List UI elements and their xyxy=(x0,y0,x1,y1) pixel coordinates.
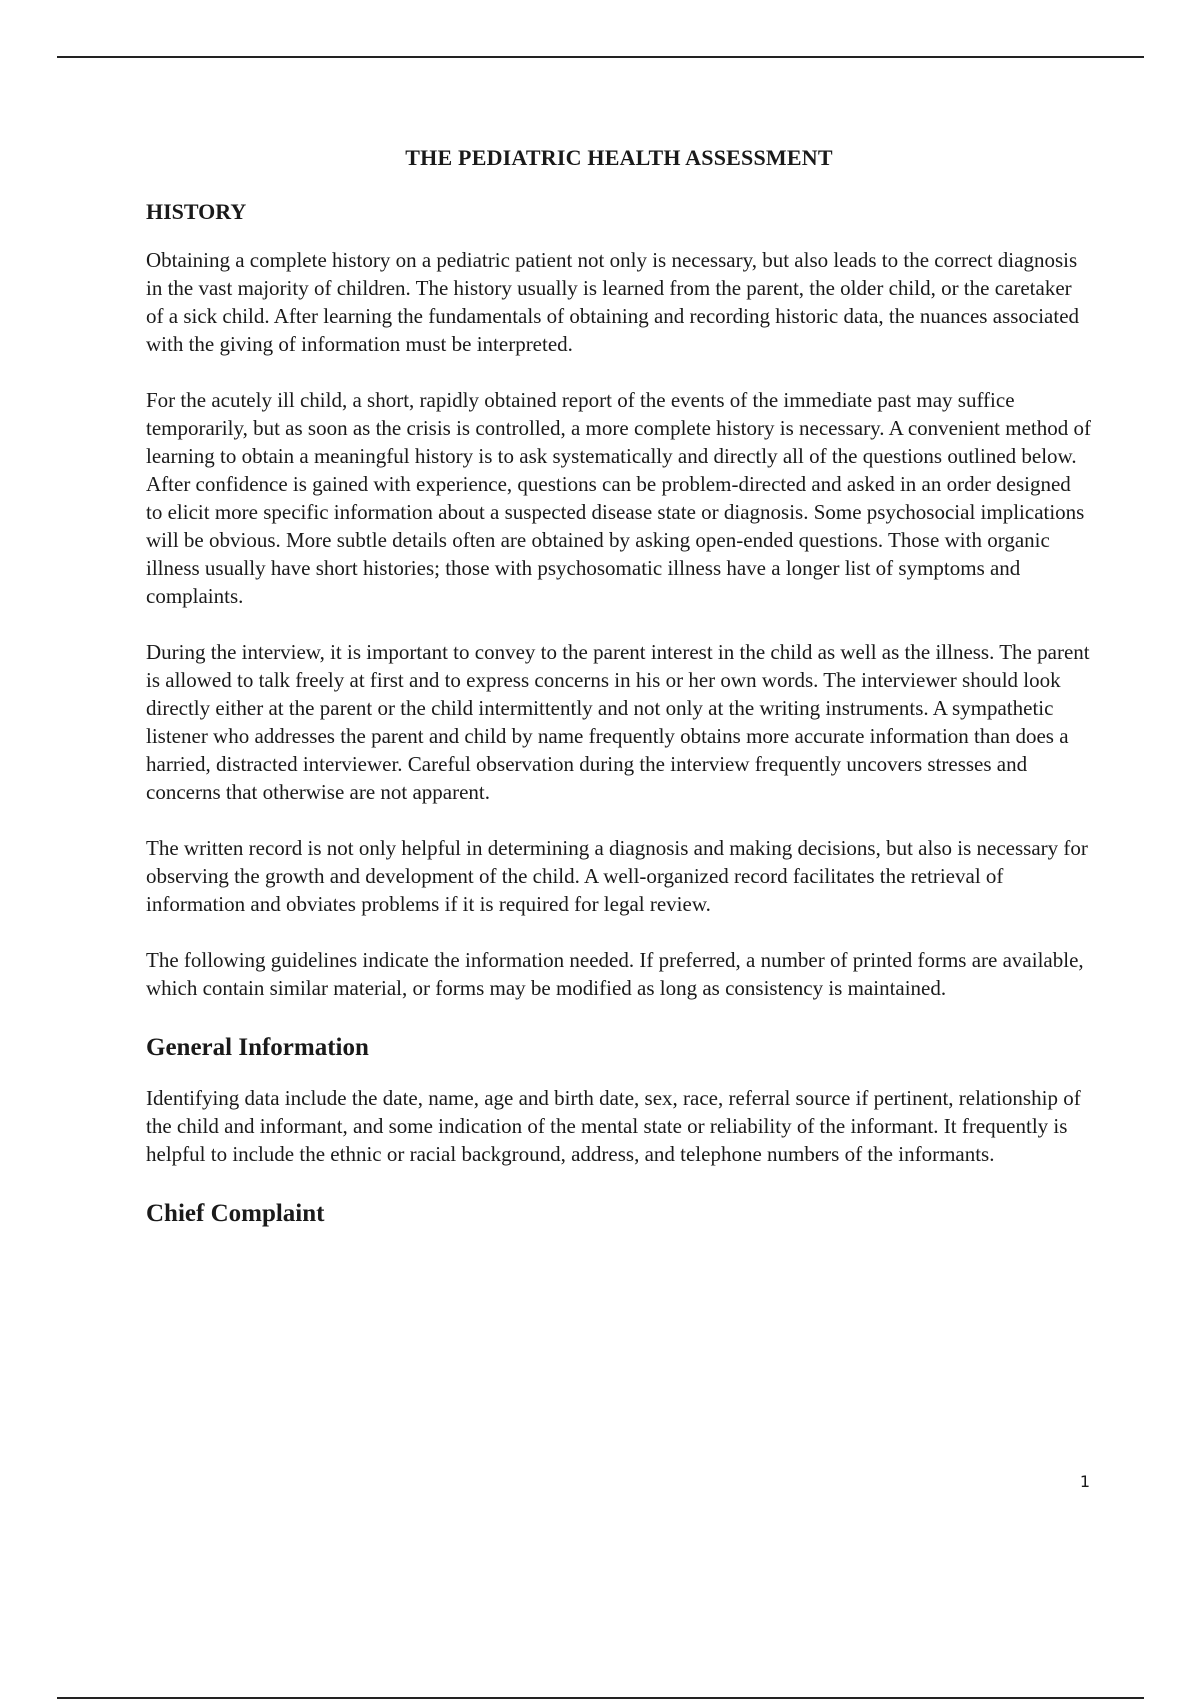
top-rule xyxy=(57,56,1144,58)
history-paragraph-4: The written record is not only helpful in determining a diagnosis and making decisions, but also is necessary for observing the growth and development of the child. A well-organized record facilitates the retrieval of information and obviates problems if it is required for legal review. xyxy=(146,836,1088,916)
history-paragraph-3: During the interview, it is important to convey to the parent interest in the child as well as the illness. The parent is allowed to talk freely at first and to express concerns in his or her own words. The interviewer should look directly either at the parent or the child intermittently and not only at the writing instruments. A sympathetic listener who addresses the parent and child by name frequently obtains more accurate information than does a harried, distracted interviewer. Careful observation during the interview frequently uncovers stresses and concerns that otherwise are not apparent. xyxy=(146,640,1090,804)
document-title: THE PEDIATRIC HEALTH ASSESSMENT xyxy=(405,145,833,170)
document-page xyxy=(146,140,1092,1250)
bottom-rule xyxy=(57,1697,1144,1699)
page-number: 1 xyxy=(1079,1472,1090,1491)
history-paragraph-1: Obtaining a complete history on a pediatric patient not only is necessary, but also leads to the correct diagnosis in the vast majority of children. The history usually is learned from the parent, the older child, or the caretaker of a sick child. After learning the fundamentals of obtaining and recording historic data, the nuances associated with the giving of information must be interpreted. xyxy=(146,248,1080,356)
history-heading: HISTORY xyxy=(146,199,247,224)
general-information-heading: General Information xyxy=(146,1034,369,1061)
chief-complaint-heading: Chief Complaint xyxy=(146,1200,325,1227)
general-information-paragraph: Identifying data include the date, name, age and birth date, sex, race, referral source if pertinent, relationship of the child and informant, and some indication of the mental state or reliability of the informant. It frequently is helpful to include the ethnic or racial background, address, and telephone numbers of the informants. xyxy=(146,1086,1081,1166)
history-paragraph-2: For the acutely ill child, a short, rapidly obtained report of the events of the immediate past may suffice temporarily, but as soon as the crisis is controlled, a more complete history is necessary. A convenient method of learning to obtain a meaningful history is to ask systematically and directly all of the questions outlined below. After confidence is gained with experience, questions can be problem-directed and asked in an order designed to elicit more specific information about a suspected disease state or diagnosis. Some psychosocial implications will be obvious. More subtle details often are obtained by asking open-ended questions. Those with organic illness usually have short histories; those with psychosomatic illness have a longer list of symptoms and complaints. xyxy=(146,388,1091,608)
history-paragraph-5: The following guidelines indicate the information needed. If preferred, a number of printed forms are available, which contain similar material, or forms may be modified as long as consistency is maintained. xyxy=(146,948,1084,1000)
